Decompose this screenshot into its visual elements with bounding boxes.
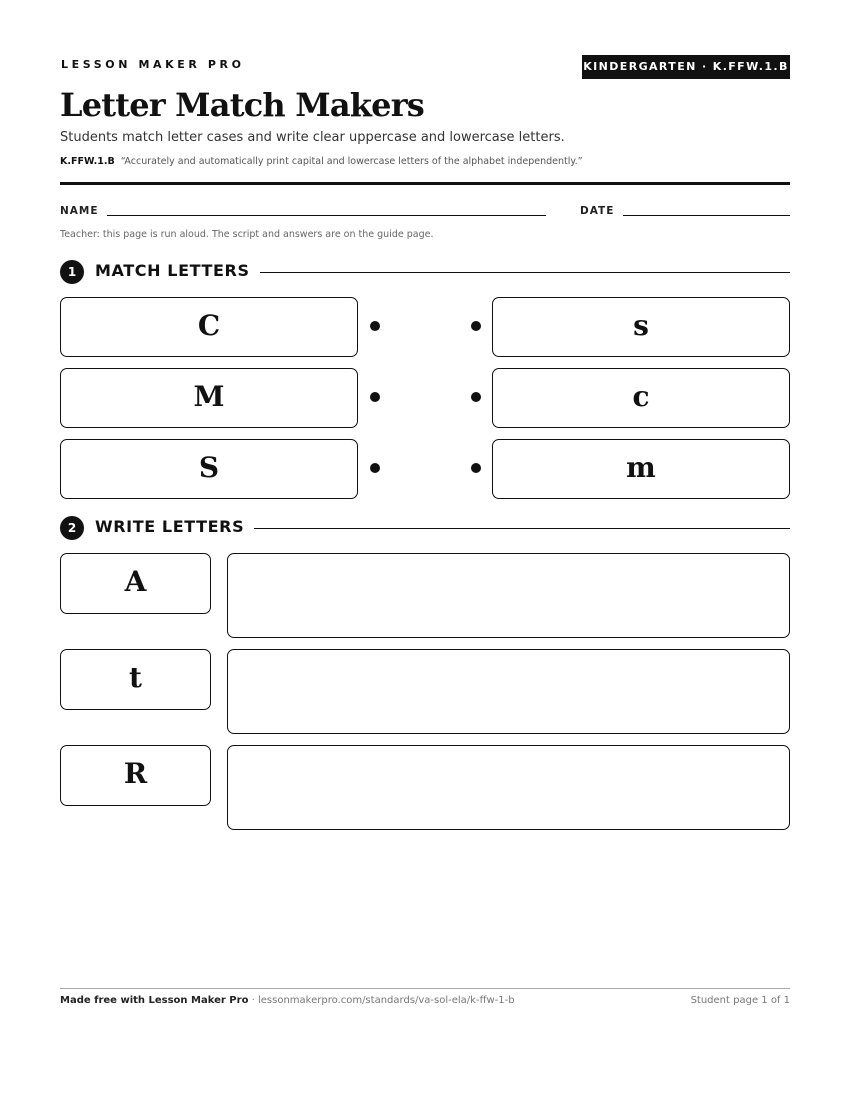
header-divider	[60, 182, 790, 185]
standard-text: “Accurately and automatically print capital and lowercase letters of the alphabet independently.”	[120, 156, 583, 167]
model-letter-card	[60, 745, 211, 806]
name-field[interactable]	[107, 215, 546, 216]
match-dot-right[interactable]	[471, 321, 481, 331]
model-letter-card	[60, 553, 211, 614]
standard-code: K.FFW.1.B	[60, 156, 115, 167]
letter: A	[124, 565, 147, 598]
section-title: MATCH LETTERS	[95, 261, 260, 280]
letter: S	[198, 451, 220, 484]
footer-credit	[60, 995, 515, 1006]
writing-box[interactable]	[227, 745, 790, 830]
footer-made-with: Made free with Lesson Maker Pro	[60, 995, 249, 1006]
brand-name: LESSON MAKER PRO	[61, 58, 245, 71]
name-label: NAME	[60, 205, 99, 217]
section-title: WRITE LETTERS	[95, 517, 254, 536]
lowercase-card	[492, 439, 790, 499]
letter: M	[193, 380, 225, 413]
date-label: DATE	[580, 205, 615, 217]
page-subtitle: Students match letter cases and write clear uppercase and lowercase letters.	[60, 130, 565, 145]
lowercase-card	[492, 368, 790, 428]
uppercase-card	[60, 368, 358, 428]
letter: C	[197, 309, 221, 342]
letter: R	[123, 757, 148, 790]
section-rule	[160, 528, 790, 529]
letter: c	[632, 380, 650, 413]
grade-badge: KINDERGARTEN · K.FFW.1.B	[582, 55, 790, 79]
writing-box[interactable]	[227, 553, 790, 638]
footer-page-number: Student page 1 of 1	[690, 995, 790, 1006]
teacher-note: Teacher: this page is run aloud. The script and answers are on the guide page.	[60, 229, 434, 240]
date-field[interactable]	[623, 215, 790, 216]
letter: t	[129, 661, 142, 694]
section-match-letters	[60, 260, 790, 284]
letter: s	[633, 309, 649, 342]
match-dot-left[interactable]	[370, 321, 380, 331]
match-dot-right[interactable]	[471, 392, 481, 402]
uppercase-card	[60, 439, 358, 499]
section-number-badge: 2	[60, 516, 84, 540]
section-write-letters	[60, 516, 790, 540]
lowercase-card	[492, 297, 790, 357]
model-letter-card	[60, 649, 211, 710]
writing-box[interactable]	[227, 649, 790, 734]
uppercase-card	[60, 297, 358, 357]
match-dot-left[interactable]	[370, 392, 380, 402]
match-dot-right[interactable]	[471, 463, 481, 473]
match-dot-left[interactable]	[370, 463, 380, 473]
footer-divider	[60, 988, 790, 989]
standard-line	[60, 156, 583, 167]
letter: m	[626, 451, 656, 484]
page-title: Letter Match Makers	[60, 86, 424, 124]
footer-url[interactable]: · lessonmakerpro.com/standards/va-sol-ela/k-ffw-1-b	[248, 995, 515, 1006]
section-number-badge: 1	[60, 260, 84, 284]
